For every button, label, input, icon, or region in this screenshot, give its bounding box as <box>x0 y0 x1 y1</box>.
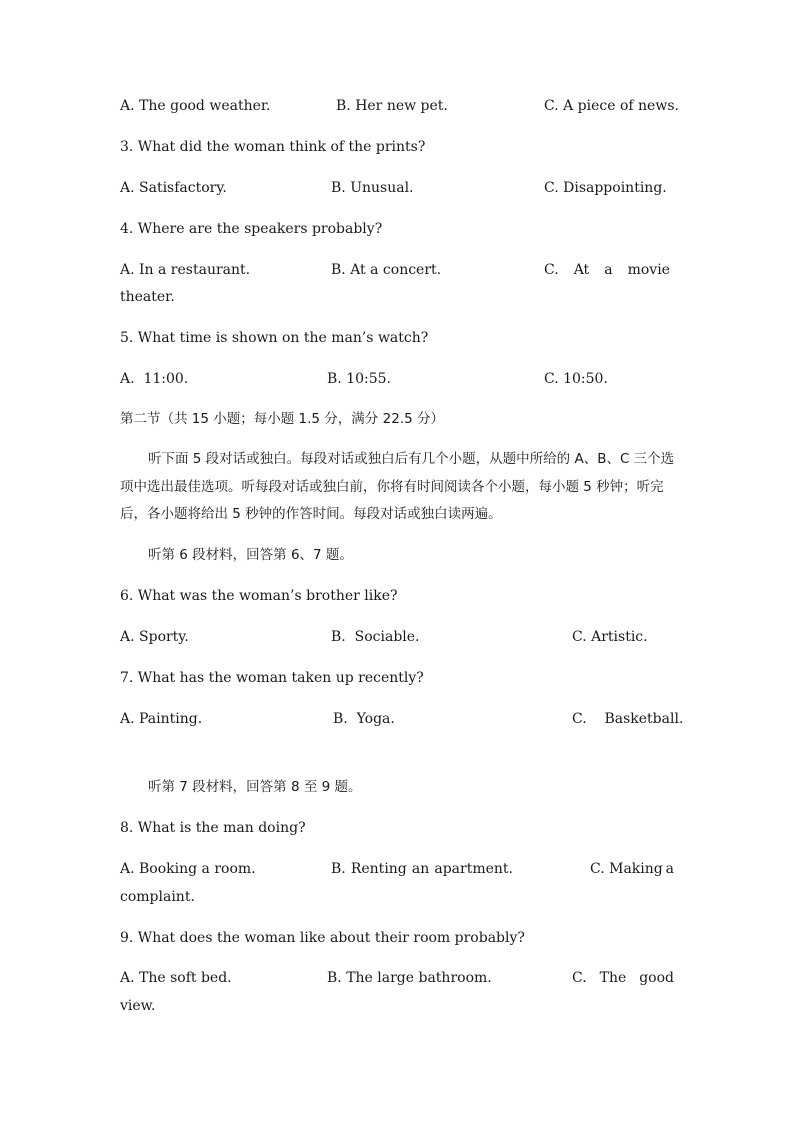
q8-option-c <box>590 861 674 877</box>
q8-option-b <box>331 861 513 877</box>
q2-option-a: A. The good weather. <box>120 98 271 114</box>
q5-option-b: B. 10:55. <box>327 371 391 387</box>
q4-option-a: A. In a restaurant. <box>120 262 251 278</box>
section-heading: 第二节（共 15 小题；每小题 1.5 分，满分 22.5 分） <box>120 411 444 427</box>
q5-option-c: C. 10:50. <box>544 371 608 387</box>
q4-option-c-word: C. <box>544 262 559 278</box>
q6-option-c: C. Artistic. <box>572 629 648 645</box>
q9-option-a: A. The soft bed. <box>120 970 232 986</box>
q8-option-c-word: a <box>665 861 674 877</box>
q8-option-c-wrap: complaint. <box>120 889 195 905</box>
material-7-note: 听第 7 段材料，回答第 8 至 9 题。 <box>148 779 362 795</box>
section-instructions: 听下面 5 段对话或独白。每段对话或独白后有几个小题，从题中所给的 A、B、C 三个选项中选出最佳选项。听每段对话或独白前，你将有时间阅读各个小题，每小题 5 秒钟；听完后，各小题将给出 5 秒钟的作答时间。每段对话或独白读两遍。 <box>120 451 675 522</box>
q2-option-c: C. A piece of news. <box>544 98 679 114</box>
q4-option-b: B. At a concert. <box>331 262 442 278</box>
q9-option-c-wrap: view. <box>120 998 156 1014</box>
q6-question: 6. What was the woman’s brother like? <box>120 588 398 604</box>
q3-option-c: C. Disappointing. <box>544 180 667 196</box>
q2-option-b: B. Her new pet. <box>336 98 448 114</box>
q9-option-b: B. The large bathroom. <box>327 970 492 986</box>
q7-option-c: C. Basketball. <box>572 711 684 727</box>
q8-option-c-word: C. Making <box>590 861 663 877</box>
q8-option-b-word: an <box>411 861 430 877</box>
q9-option-c-word: The <box>599 970 627 986</box>
q4-option-c-wrap: theater. <box>120 289 175 305</box>
q7-option-a: A. Painting. <box>120 711 203 727</box>
q4-question: 4. Where are the speakers probably? <box>120 221 383 237</box>
q9-question: 9. What does the woman like about their room probably? <box>120 930 525 946</box>
q5-question: 5. What time is shown on the man’s watch? <box>120 330 429 346</box>
q7-option-b: B. Yoga. <box>333 711 395 727</box>
q4-option-c-word: At <box>573 262 590 278</box>
q4-option-c <box>544 262 670 278</box>
q5-option-a: A. 11:00. <box>120 371 189 387</box>
q9-option-c-word: good <box>639 970 674 986</box>
q6-option-b: B. Sociable. <box>331 629 420 645</box>
q8-question: 8. What is the man doing? <box>120 820 306 836</box>
q6-option-a: A. Sporty. <box>120 629 189 645</box>
q8-option-b-word: Renting <box>350 861 407 877</box>
q3-option-a: A. Satisfactory. <box>120 180 227 196</box>
q4-option-c-word: movie <box>627 262 670 278</box>
q8-option-b-word: B. <box>331 861 346 877</box>
q7-question: 7. What has the woman taken up recently? <box>120 670 424 686</box>
q9-option-c-word: C. <box>572 970 587 986</box>
q3-option-b: B. Unusual. <box>331 180 414 196</box>
material-6-note: 听第 6 段材料，回答第 6、7 题。 <box>148 547 353 563</box>
q4-option-c-word: a <box>604 262 613 278</box>
q8-option-b-word: apartment. <box>434 861 513 877</box>
q8-option-a: A. Booking a room. <box>120 861 256 877</box>
q9-option-c <box>572 970 674 986</box>
q3-question: 3. What did the woman think of the prints? <box>120 139 426 155</box>
